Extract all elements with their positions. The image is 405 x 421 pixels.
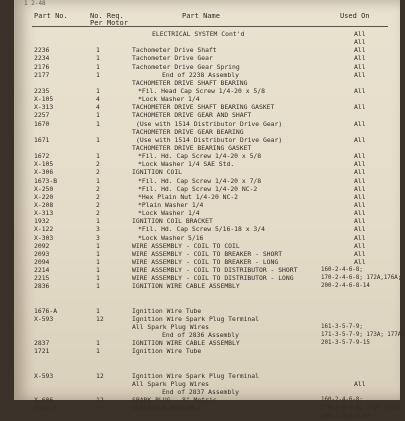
part-number-cell: X-306 — [34, 168, 54, 177]
part-number-cell: 2214 — [34, 266, 50, 275]
part-name-cell: End of 2836 Assembly — [162, 331, 239, 340]
table-row — [14, 217, 400, 225]
part-name-cell: TACHOMETER DRIVE BEARING GASKET — [132, 143, 252, 152]
quantity-cell: 1 — [96, 274, 100, 283]
part-number-cell: 2236 — [34, 46, 50, 55]
quantity-cell: 1 — [96, 46, 100, 55]
model-cell: 170-2-4-6-8; 172A-176A; — [321, 405, 402, 412]
table-row — [14, 347, 400, 355]
used-on-cell: All — [354, 192, 366, 201]
part-number-cell: X-303 — [34, 233, 54, 242]
table-row — [14, 46, 400, 54]
table-row — [14, 201, 400, 209]
part-number-cell: X-105 — [34, 160, 54, 169]
used-on-cell: All — [354, 38, 366, 47]
part-name-cell: TACHOMETER DRIVE SHAFT BEARING — [132, 78, 248, 87]
part-number-cell: 1676-A — [34, 306, 58, 315]
table-row — [14, 128, 400, 136]
quantity-cell: 4 — [96, 95, 100, 104]
part-number-cell: 1932 — [34, 217, 50, 226]
part-number-cell: 2093 — [34, 249, 50, 258]
table-row — [14, 356, 400, 364]
used-on-cell: All — [354, 241, 366, 250]
part-number-cell: 2094 — [34, 257, 50, 266]
quantity-cell: 2 — [96, 209, 100, 218]
table-row — [14, 380, 400, 388]
used-on-cell: All — [354, 46, 366, 55]
table-row — [14, 79, 400, 87]
part-name-cell: *Fil. Hd. Cap Screw 1/4-20 NC-2 — [138, 184, 258, 193]
table-row — [14, 372, 400, 380]
part-name-cell: All Spark Plug Wires — [132, 380, 209, 389]
model-cell: 160-2-4-6-8; — [321, 267, 363, 274]
model-cell: 201-3-5-7-9-15 — [321, 340, 370, 347]
table-row — [14, 225, 400, 233]
part-name-cell: *Fil. Hd. Cap Screw 1/4-20 x 7/8 — [138, 176, 262, 185]
quantity-cell: 1 — [96, 135, 100, 144]
used-on-cell: All — [354, 103, 366, 112]
table-row — [14, 339, 400, 347]
table-row — [14, 307, 400, 315]
quantity-cell: 1 — [96, 217, 100, 226]
quantity-cell: 3 — [96, 225, 100, 234]
quantity-cell: 1 — [96, 152, 100, 161]
part-number-cell: X-250 — [34, 184, 54, 193]
quantity-cell: 2 — [96, 184, 100, 193]
table-row — [14, 299, 400, 307]
part-name-cell: IGNITION COIL BRACKET — [132, 217, 213, 226]
part-number-cell: X-313 — [34, 209, 54, 218]
part-number-cell: X-122 — [34, 225, 54, 234]
table-row — [14, 54, 400, 62]
part-name-cell: GENERATOR ASSEMBLY — [132, 404, 202, 413]
table-row — [14, 177, 400, 185]
part-number-cell: 2177 — [34, 70, 50, 79]
quantity-cell: 2 — [96, 192, 100, 201]
part-name-cell: WIRE ASSEMBLY - COIL TO DISTRIBUTOR - LONG — [132, 274, 294, 283]
part-number-cell: 2235 — [34, 86, 50, 95]
header-per-motor: Per Motor — [90, 19, 128, 27]
used-on-cell: All — [354, 184, 366, 193]
part-number-cell: 1673-B — [34, 176, 58, 185]
used-on-cell: All — [354, 152, 366, 161]
table-row — [14, 234, 400, 242]
part-name-cell: Ignition Wire Spark Plug Terminal — [132, 314, 259, 323]
quantity-cell: 1 — [96, 70, 100, 79]
page-top-fragment: 1 2-48 — [24, 0, 46, 7]
table-row — [14, 95, 400, 103]
part-number-cell: X-593 — [34, 371, 54, 380]
part-name-cell: Tachometer Drive Shaft — [132, 46, 217, 55]
quantity-cell: 12 — [96, 371, 104, 380]
model-cell: 200-2-4-6-8-14 — [321, 413, 370, 420]
part-number-cell: X-313 — [34, 103, 54, 112]
part-name-cell: Tachometer Drive Gear — [132, 54, 213, 63]
quantity-cell: 1 — [96, 111, 100, 120]
table-row — [14, 168, 400, 176]
part-name-cell: All Spark Plug Wires — [132, 323, 209, 332]
part-name-cell: (Use with 1514 Distributor Drive Gear) — [136, 119, 283, 128]
part-name-cell: *Fil. Hd. Cap Screw 1/4-20 x 5/8 — [138, 152, 262, 161]
part-name-cell: WIRE ASSEMBLY - COIL TO DISTRIBUTOR - SHORT — [132, 266, 298, 275]
used-on-cell: All — [354, 168, 366, 177]
header-part-name: Part Name — [182, 12, 220, 20]
part-name-cell: *Lock Washer 1/4 — [138, 209, 200, 218]
part-name-cell: End of 2238 Assembly — [162, 70, 239, 79]
part-name-cell: IGNITION COIL — [132, 168, 183, 177]
part-name-cell: End of 2837 Assembly — [162, 388, 239, 397]
model-cell: 200-2-4-6-8-14 — [321, 283, 370, 290]
part-number-cell: 2092 — [34, 241, 50, 250]
part-name-cell: Ignition Wire Spark Plug Terminal — [132, 371, 259, 380]
part-name-cell: ELECTRICAL SYSTEM Cont'd — [152, 30, 245, 38]
part-number-cell: X-606 — [34, 396, 54, 405]
table-row — [14, 396, 400, 404]
part-number-cell: 2215 — [34, 274, 50, 283]
part-name-cell: TACHOMETER DRIVE SHAFT BEARING GASKET — [132, 103, 275, 112]
model-cell: 170-2-4-6-8; 172A,176A; — [321, 275, 402, 282]
table-row — [14, 152, 400, 160]
table-row — [14, 364, 400, 372]
header-no-req: No. Req. — [90, 12, 124, 20]
used-on-cell: All — [354, 119, 366, 128]
quantity-cell: 1 — [96, 62, 100, 71]
quantity-cell: 1 — [96, 257, 100, 266]
part-name-cell: *Fil. Head Cap Screw 1/4-20 x 5/8 — [138, 86, 265, 95]
model-cell: 161-3-5-7-9; — [321, 324, 363, 331]
quantity-cell: 4 — [96, 103, 100, 112]
part-number-cell: 2234 — [34, 54, 50, 63]
table-row — [14, 63, 400, 71]
quantity-cell: 1 — [96, 176, 100, 185]
part-number-cell: X-593 — [34, 314, 54, 323]
part-name-cell: Tachometer Drive Gear Spring — [132, 62, 240, 71]
used-on-cell: All — [354, 225, 366, 234]
table-row — [14, 331, 405, 340]
used-on-cell: All — [354, 160, 366, 169]
parts-table — [14, 30, 405, 421]
table-row — [14, 87, 400, 95]
quantity-cell: 1 — [96, 119, 100, 128]
part-number-cell: X-208 — [34, 200, 54, 209]
part-name-cell: TACHOMETER DRIVE GEAR BEARING — [132, 127, 244, 136]
table-row — [14, 404, 400, 412]
quantity-cell: 1 — [96, 241, 100, 250]
table-row — [14, 193, 400, 201]
used-on-cell: All — [354, 176, 366, 185]
used-on-cell: All — [354, 62, 366, 71]
quantity-cell: 1 — [96, 404, 100, 413]
table-row — [14, 38, 400, 46]
part-name-cell: WIRE ASSEMBLY - COIL TO BREAKER - LONG — [132, 257, 279, 266]
quantity-cell: 1 — [96, 86, 100, 95]
table-row — [14, 413, 400, 421]
part-number-cell: X-105 — [34, 95, 54, 104]
table-row — [14, 388, 400, 396]
table-row — [14, 103, 400, 111]
used-on-cell: All — [354, 380, 366, 389]
quantity-cell: 1 — [96, 347, 100, 356]
model-cell: 160-2-4-6-8; — [321, 397, 363, 404]
table-row — [14, 282, 400, 290]
catalog-page — [14, 0, 405, 420]
table-row — [14, 144, 400, 152]
table-row — [14, 323, 400, 331]
part-number-cell: 2257 — [34, 111, 50, 120]
part-name-cell: *Plain Washer 1/4 — [138, 200, 204, 209]
table-row — [14, 30, 400, 38]
used-on-cell: All — [354, 209, 366, 218]
part-name-cell: TACHOMETER DRIVE GEAR AND SHAFT — [132, 111, 252, 120]
part-name-cell: IGNITION WIRE CABLE ASSEMBLY — [132, 282, 240, 291]
quantity-cell: 2 — [96, 160, 100, 169]
quantity-cell: 1 — [96, 306, 100, 315]
used-on-cell: All — [354, 135, 366, 144]
part-number-cell: 1672 — [34, 152, 50, 161]
part-name-cell: *Lock Washer 5/16 — [138, 233, 204, 242]
quantity-cell: 12 — [96, 314, 104, 323]
quantity-cell: 1 — [96, 249, 100, 258]
used-on-cell: All — [354, 200, 366, 209]
header-used-on: Used On — [340, 12, 370, 20]
part-name-cell: (Use with 1514 Distributor Drive Gear) — [136, 135, 283, 144]
quantity-cell: 3 — [96, 233, 100, 242]
part-number-cell: 2837 — [34, 339, 50, 348]
part-name-cell: *Lock Washer 1/4 — [138, 95, 200, 104]
used-on-cell: All — [354, 249, 366, 258]
used-on-cell: All — [354, 233, 366, 242]
table-row — [14, 250, 400, 258]
part-number-cell: 1671 — [34, 135, 50, 144]
quantity-cell: 2 — [96, 168, 100, 177]
used-on-cell: All — [354, 70, 366, 79]
quantity-cell: 1 — [96, 266, 100, 275]
table-row — [14, 136, 400, 144]
quantity-cell: 1 — [96, 282, 100, 291]
part-number-cell: 1670 — [34, 119, 50, 128]
used-on-cell: All — [354, 217, 366, 226]
table-row — [14, 266, 400, 274]
quantity-cell: 2 — [96, 200, 100, 209]
part-name-cell: WIRE ASSEMBLY - COIL TO BREAKER - SHORT — [132, 249, 283, 258]
used-on-cell: All — [354, 257, 366, 266]
part-number-cell: 2176 — [34, 62, 50, 71]
part-number-cell: 2836 — [34, 282, 50, 291]
table-row — [14, 291, 400, 299]
table-row — [14, 111, 400, 119]
table-row — [14, 160, 400, 168]
quantity-cell: 12 — [96, 396, 104, 405]
used-on-cell: All — [354, 86, 366, 95]
table-row — [14, 258, 400, 266]
table-row — [14, 71, 400, 79]
header-part-no: Part No. — [34, 12, 68, 20]
part-number-cell: X-220 — [34, 192, 54, 201]
table-row — [14, 242, 400, 250]
table-row — [14, 209, 400, 217]
quantity-cell: 1 — [96, 339, 100, 348]
model-cell: 171-3-5-7-9; 173A; 177A; — [321, 332, 405, 339]
part-number-cell: 1721 — [34, 347, 50, 356]
part-name-cell: *Fil. Hd. Cap Screw 5/16-18 x 3/4 — [138, 225, 265, 234]
table-row — [14, 185, 400, 193]
quantity-cell: 1 — [96, 54, 100, 63]
part-name-cell: *Lock Washer 1/4 SAE Std. — [138, 160, 235, 169]
used-on-cell: All — [354, 30, 366, 38]
part-name-cell: Ignition Wire Tube — [132, 347, 202, 356]
part-name-cell: Ignition Wire Tube — [132, 306, 202, 315]
part-number-cell: 1661-A — [34, 404, 58, 413]
used-on-cell: All — [354, 54, 366, 63]
table-row — [14, 274, 400, 282]
header-divider — [32, 26, 388, 27]
part-name-cell: WIRE ASSEMBLY - COIL TO COIL — [132, 241, 240, 250]
part-name-cell: SPARK PLUG - 8" Metric — [132, 396, 217, 405]
part-name-cell: IGNITION WIRE CABLE ASSEMBLY — [132, 339, 240, 348]
table-row — [14, 315, 400, 323]
table-row — [14, 120, 400, 128]
part-name-cell: *Hex Plain Nut 1/4-20 NC-2 — [138, 192, 239, 201]
